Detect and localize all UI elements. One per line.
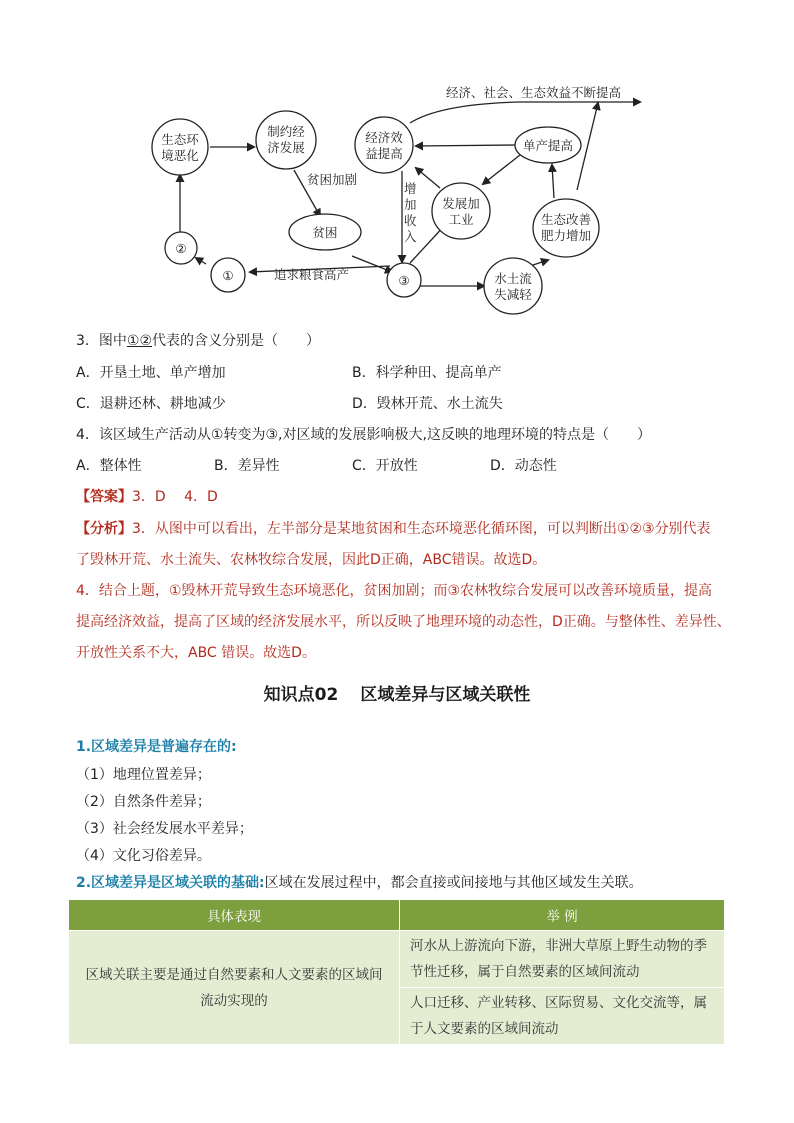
q3-option-d: D．毁林开荒、水土流失 <box>352 396 503 412</box>
node-shuitu <box>484 258 542 314</box>
node-gongye-line2: 工业 <box>448 212 474 227</box>
table-header-row <box>69 900 725 931</box>
point1-item-4: （4）文化习俗差异。 <box>76 848 211 864</box>
q3-option-b: B．科学种田、提高单产 <box>352 365 502 381</box>
table-cell-left: 区域关联主要是通过自然要素和人文要素的区域间流动实现的 <box>69 931 400 1045</box>
node-jingji <box>355 117 413 173</box>
node-gongye-line1: 发展加 <box>442 196 480 211</box>
answer-text: 3．D 4．D <box>132 489 218 505</box>
arrow-shengtai-to-danchan <box>552 165 554 198</box>
point1-item-3: （3）社会经发展水平差异； <box>76 821 253 837</box>
analysis-line1-marks: ①②③ <box>616 521 655 537</box>
ecology-cycle-diagram <box>0 0 794 330</box>
label-zhuiqiu: 追求粮食高产 <box>274 267 350 282</box>
node-circle1-label: ① <box>222 268 234 283</box>
q3-stem <box>76 331 320 351</box>
node-circle2-label: ② <box>175 241 187 256</box>
node-shengtai-ehua-line2: 境恶化 <box>161 148 199 163</box>
label-zengjia-1: 增 <box>404 181 417 196</box>
node-shengtai-ehua-line1: 生态环 <box>161 132 199 147</box>
node-jingji-line2: 益提高 <box>365 146 403 161</box>
analysis-line4: 提高经济效益，提高了区域的经济发展水平，所以反映了地理环境的动态性，D正确。与整体性、差异性、 <box>76 614 731 630</box>
table-header-left: 具体表现 <box>69 900 400 931</box>
section-title <box>0 680 794 705</box>
label-pinkun-jiaju: 贫困加剧 <box>307 172 358 187</box>
analysis-line1 <box>76 519 711 539</box>
q4-option-b: B．差异性 <box>214 458 280 474</box>
q4-stem <box>76 425 651 445</box>
table-header-right: 举 例 <box>400 900 725 931</box>
q4-stem-mark3: ③ <box>265 427 279 443</box>
analysis-line3-mark1: ① <box>168 583 182 599</box>
node-circle3-label: ③ <box>398 273 410 288</box>
q4-stem-mark1: ① <box>210 427 224 443</box>
node-jingji-line1: 经济效 <box>365 130 403 145</box>
arrow-pinkun-to-3 <box>352 256 392 272</box>
node-shengtai-gaishan-line1: 生态改善 <box>540 212 592 227</box>
answer-tag: 【答案】 <box>76 489 132 505</box>
arrow-gongye-to-jingji <box>416 168 440 188</box>
answer-line <box>76 487 218 507</box>
q4-stem-suffix: ,对区域的发展影响极大,这反映的地理环境的特点是（ ） <box>278 427 651 443</box>
q3-stem-prefix: 3．图中 <box>76 333 127 349</box>
point1-item-1: （1）地理位置差异； <box>76 767 211 783</box>
point2-text: 区域在发展过程中，都会直接或间接地与其他区域发生关联。 <box>264 875 643 891</box>
q3-option-a: A．开垦土地、单产增加 <box>76 365 226 381</box>
node-gongye <box>432 183 490 239</box>
node-zhiyue-line2: 济发展 <box>267 140 305 155</box>
node-danchan-label: 单产提高 <box>522 138 574 153</box>
table-row <box>69 931 725 988</box>
section-title-text: 区域差异与区域关联性 <box>360 685 531 705</box>
section-number: 知识点02 <box>263 685 339 705</box>
node-shengtai-ehua <box>152 119 208 175</box>
node-zhiyue-line1: 制约经 <box>267 124 305 139</box>
analysis-line5: 开放性关系不大，ABC 错误。故选D。 <box>76 645 316 661</box>
point2-line <box>76 873 643 893</box>
table-cell-right-2: 人口迁移、产业转移、区际贸易、文化交流等，属于人文要素的区域间流动 <box>400 988 725 1045</box>
analysis-line3-c: 农林牧综合发展可以改善环境质量，提高 <box>460 583 713 599</box>
analysis-line2: 了毁林开荒、水土流失、农林牧综合发展，因此D正确，ABC错误。故选D。 <box>76 552 547 568</box>
region-relation-table <box>68 899 725 1045</box>
analysis-line3 <box>76 581 712 601</box>
q4-option-c: C．开放性 <box>352 458 418 474</box>
label-zengjia-4: 入 <box>404 229 417 244</box>
analysis-line1-b: 分别代表 <box>654 521 711 537</box>
node-shengtai-gaishan-line2: 肥力增加 <box>540 228 592 243</box>
analysis-tag: 【分析】 <box>76 521 132 537</box>
arrow-1-to-2 <box>196 258 206 264</box>
analysis-line1-a: 3．从图中可以看出，左半部分是某地贫困和生态环境恶化循环图，可以判断出 <box>132 521 617 537</box>
table-cell-right-1: 河水从上游流向下游，非洲大草原上野生动物的季节性迁移，属于自然要素的区域间流动 <box>400 931 725 988</box>
analysis-line3-a: 4．结合上题， <box>76 583 169 599</box>
arrow-danchan-to-gongye <box>483 155 520 184</box>
q3-stem-marks: ①② <box>126 333 153 349</box>
label-zengjia-3: 收 <box>404 213 417 228</box>
analysis-line3-b: 毁林开荒导致生态环境恶化，贫困加剧；而 <box>181 583 448 599</box>
q3-option-c: C．退耕还林、耕地减少 <box>76 396 226 412</box>
node-pinkun-label: 贫困 <box>312 225 338 240</box>
q3-stem-suffix: 代表的含义分别是（ ） <box>152 333 321 349</box>
arrow-jingji-to-top-goal <box>410 102 640 123</box>
q4-option-a: A．整体性 <box>76 458 142 474</box>
q4-stem-prefix: 4．该区域生产活动从 <box>76 427 211 443</box>
node-shuitu-line2: 失减轻 <box>494 287 532 302</box>
analysis-line3-mark3: ③ <box>447 583 461 599</box>
q4-stem-mid: 转变为 <box>223 427 266 443</box>
label-top-goal: 经济、社会、生态效益不断提高 <box>446 85 622 100</box>
point2-heading: 2.区域差异是区域关联的基础: <box>76 875 265 891</box>
label-zengjia-2: 加 <box>404 197 417 212</box>
arrow-danchan-to-jingji <box>416 145 516 146</box>
point1-heading: 1.区域差异是普遍存在的: <box>76 739 237 755</box>
point1-item-2: （2）自然条件差异； <box>76 794 211 810</box>
q4-option-d: D．动态性 <box>490 458 557 474</box>
node-shuitu-line1: 水土流 <box>494 271 532 286</box>
